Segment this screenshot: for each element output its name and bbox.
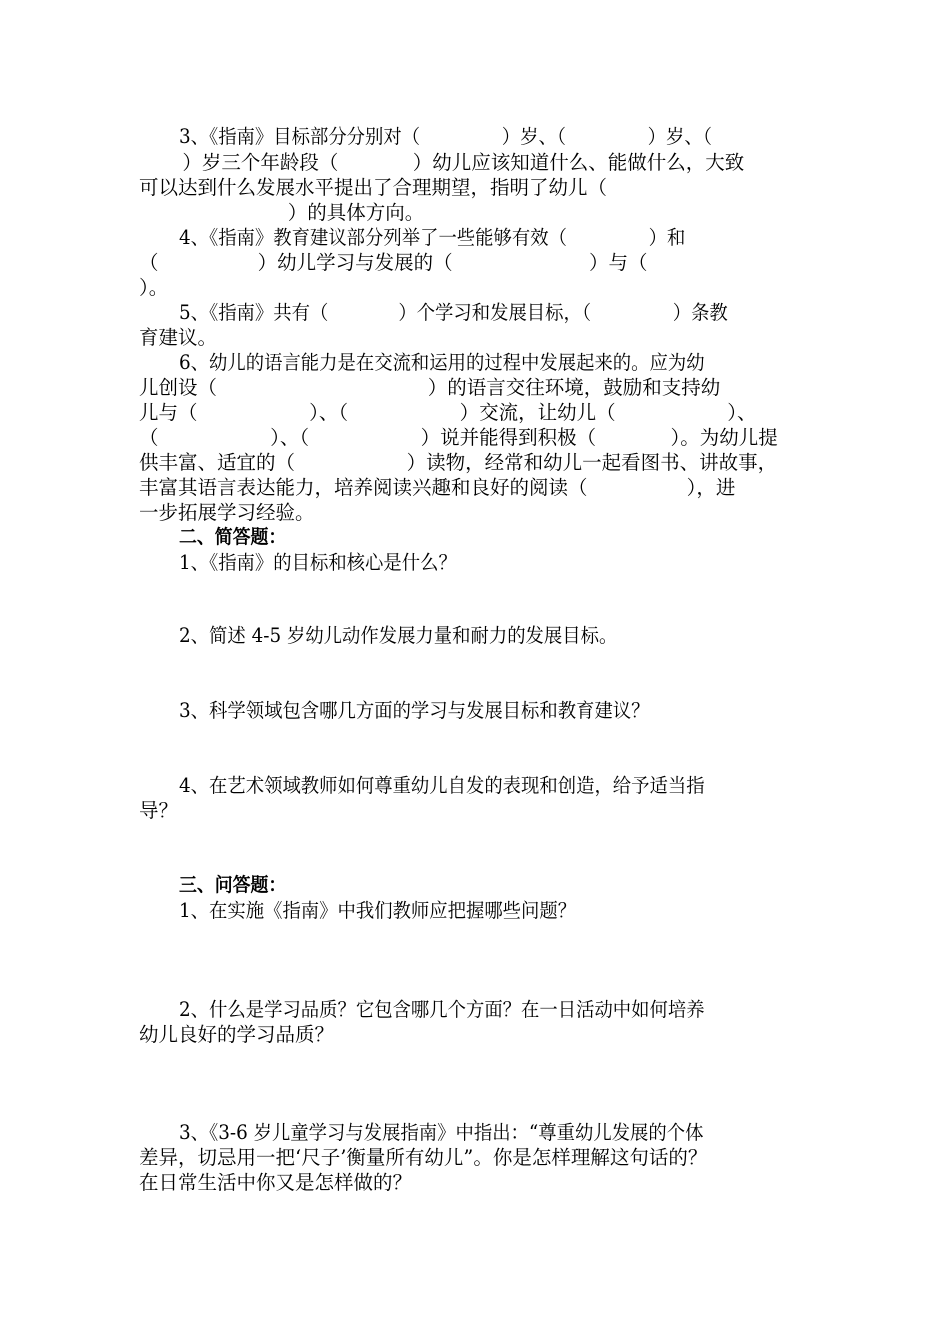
section3-q1: 1、在实施《指南》中我们教师应把握哪些问题？ <box>179 899 577 922</box>
section3-q3-line2: 差异，切忌用一把‘尺子’衡量所有幼儿”。你是怎样理解这句话的？ <box>139 1146 708 1169</box>
section3-heading: 三、问答题： <box>179 874 287 896</box>
fill-q5-line2: 育建议。 <box>139 326 218 349</box>
section2-heading: 二、简答题： <box>179 526 287 548</box>
section2-q2: 2、简述 4-5 岁幼儿动作发展力量和耐力的发展目标。 <box>179 624 618 647</box>
fill-q6-line4: （ ）、（ ）说并能得到积极（ ）。为幼儿提 <box>139 426 778 449</box>
fill-q6-line5: 供丰富、适宜的（ ）读物，经常和幼儿一起看图书、讲故事， <box>139 451 778 474</box>
fill-q3-line2: ）岁三个年龄段（ ）幼儿应该知道什么、能做什么，大致 <box>139 151 745 174</box>
section3-q3-line3: 在日常生活中你又是怎样做的？ <box>139 1171 413 1194</box>
fill-q4-line3: ）。 <box>139 276 169 299</box>
fill-q3-line1: 3、《指南》目标部分分别对（ ）岁、（ ）岁、（ <box>179 125 712 148</box>
fill-q3-line3: 可以达到什么发展水平提出了合理期望，指明了幼儿（ <box>139 176 608 199</box>
section2-q1: 1、《指南》的目标和核心是什么？ <box>179 551 457 574</box>
section2-q4-line2: 导？ <box>139 799 179 822</box>
fill-q3-line4: ）的具体方向。 <box>139 201 425 224</box>
fill-q6-line1: 6、幼儿的语言能力是在交流和运用的过程中发展起来的。应为幼 <box>179 351 705 374</box>
section3-q2-line2: 幼儿良好的学习品质？ <box>139 1023 335 1046</box>
section2-q4-line1: 4、在艺术领域教师如何尊重幼儿自发的表现和创造，给予适当指 <box>179 774 705 797</box>
fill-q6-line7: 一步拓展学习经验。 <box>139 501 315 524</box>
fill-q6-line2: 儿创设（ ）的语言交往环境，鼓励和支持幼 <box>139 376 721 399</box>
fill-q4-line1: 4、《指南》教育建议部分列举了一些能够有效（ ）和 <box>179 226 686 249</box>
fill-q6-line6: 丰富其语言表达能力，培养阅读兴趣和良好的阅读（ ），进 <box>139 476 736 499</box>
fill-q6-line3: 儿与（ ）、（ ）交流，让幼儿（ ）、 <box>139 401 757 424</box>
section3-q2-line1: 2、什么是学习品质？它包含哪几个方面？在一日活动中如何培养 <box>179 998 705 1021</box>
fill-q5-line1: 5、《指南》共有（ ）个学习和发展目标，（ ）条教 <box>179 301 728 324</box>
section3-q3-line1: 3、《3-6 岁儿童学习与发展指南》中指出：“尊重幼儿发展的个体 <box>179 1121 704 1144</box>
fill-q4-line2: （ ）幼儿学习与发展的（ ）与（ <box>139 251 648 274</box>
section2-q3: 3、科学领域包含哪几方面的学习与发展目标和教育建议？ <box>179 699 650 722</box>
